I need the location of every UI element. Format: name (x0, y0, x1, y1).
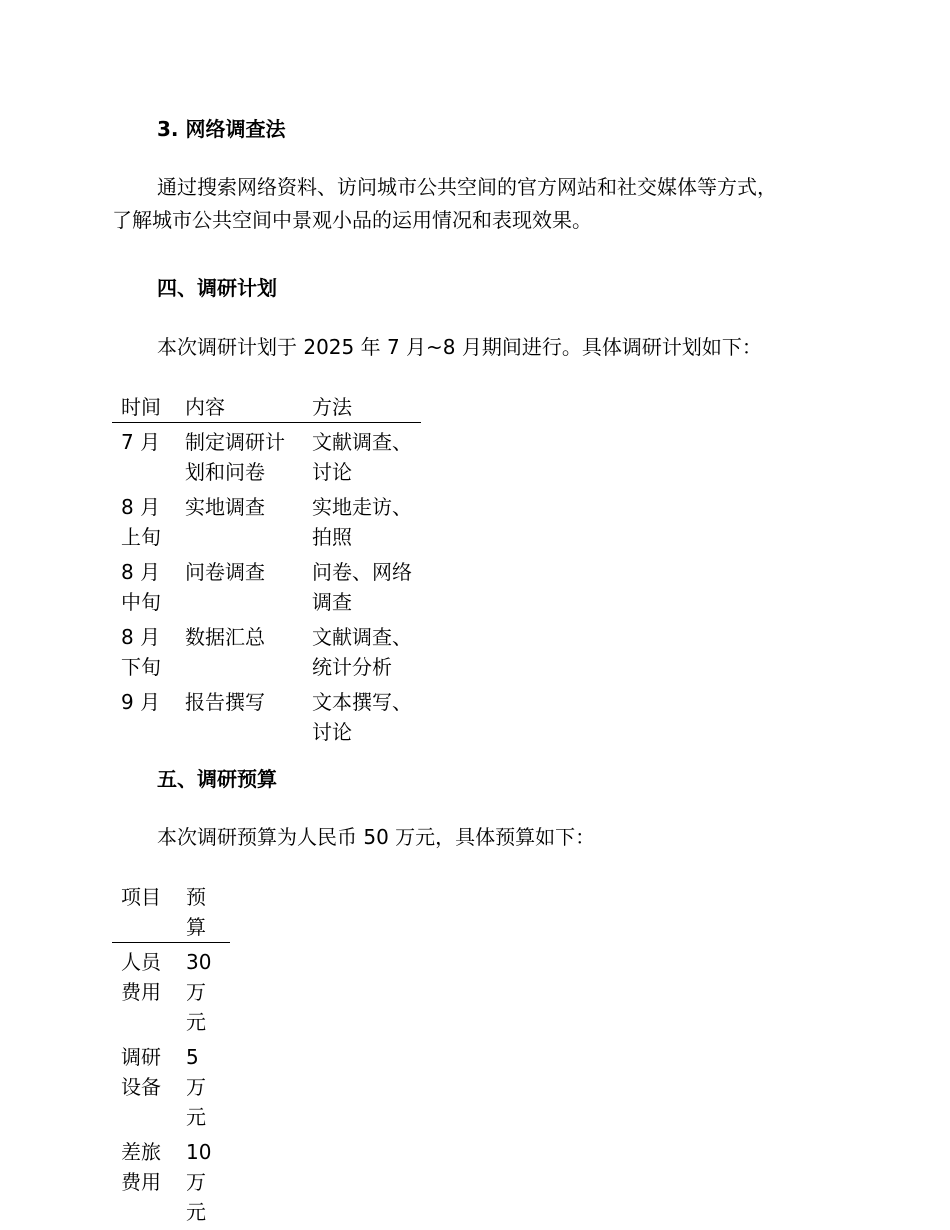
table-row (112, 943, 230, 1039)
cell-method: 文献调查、统计分析 (312, 625, 412, 679)
table-row (112, 488, 421, 553)
paragraph-line: 了解城市公共空间中景观小品的运用情况和表现效果。 (112, 208, 592, 232)
table-row (112, 423, 421, 489)
cell-budget: 10 万元 (186, 1140, 212, 1224)
cell-time: 7 月 (121, 430, 161, 454)
column-header-time: 时间 (112, 392, 176, 423)
heading-network-survey: 3. 网络调查法 (157, 117, 286, 141)
cell-method: 实地走访、拍照 (312, 495, 412, 549)
paragraph-network-survey (112, 172, 832, 235)
cell-item: 调研设备 (121, 1045, 161, 1099)
paragraph-line: 本次调研预算为人民币 50 万元，具体预算如下： (157, 825, 596, 849)
table-row (112, 683, 421, 748)
cell-time: 8 月下旬 (121, 625, 161, 679)
cell-content: 报告撰写 (185, 690, 265, 714)
cell-method: 文本撰写、讨论 (312, 690, 412, 744)
cell-item: 人员费用 (121, 950, 161, 1004)
table-row (112, 553, 421, 618)
cell-method: 文献调查、讨论 (312, 430, 412, 484)
table-row (112, 1038, 230, 1133)
paragraph-budget-intro (112, 822, 832, 852)
cell-budget: 5 万元 (186, 1045, 206, 1129)
cell-budget: 30 万元 (186, 950, 212, 1034)
cell-item: 差旅费用 (121, 1140, 161, 1194)
cell-content: 制定调研计划和问卷 (185, 430, 285, 484)
column-header-content: 内容 (176, 392, 303, 423)
heading-research-budget: 五、调研预算 (157, 767, 277, 791)
table-header-row (112, 392, 421, 423)
paragraph-line: 本次调研计划于 2025 年 7 月~8 月期间进行。具体调研计划如下： (157, 335, 762, 359)
research-plan-table (112, 392, 421, 748)
cell-time: 8 月中旬 (121, 560, 161, 614)
heading-research-plan: 四、调研计划 (157, 276, 277, 300)
cell-content: 实地调查 (185, 495, 265, 519)
cell-time: 8 月上旬 (121, 495, 161, 549)
cell-content: 问卷调查 (185, 560, 265, 584)
table-header-row (112, 882, 230, 943)
column-header-item: 项目 (112, 882, 177, 943)
cell-content: 数据汇总 (185, 625, 265, 649)
column-header-budget: 预算 (177, 882, 230, 943)
cell-time: 9 月 (121, 690, 161, 714)
paragraph-plan-intro (112, 332, 832, 362)
column-header-method: 方法 (303, 392, 421, 423)
cell-method: 问卷、网络调查 (312, 560, 412, 614)
paragraph-line: 通过搜索网络资料、访问城市公共空间的官方网站和社交媒体等方式， (157, 175, 777, 199)
research-budget-table (112, 882, 230, 1228)
table-row (112, 1133, 230, 1228)
table-row (112, 618, 421, 683)
